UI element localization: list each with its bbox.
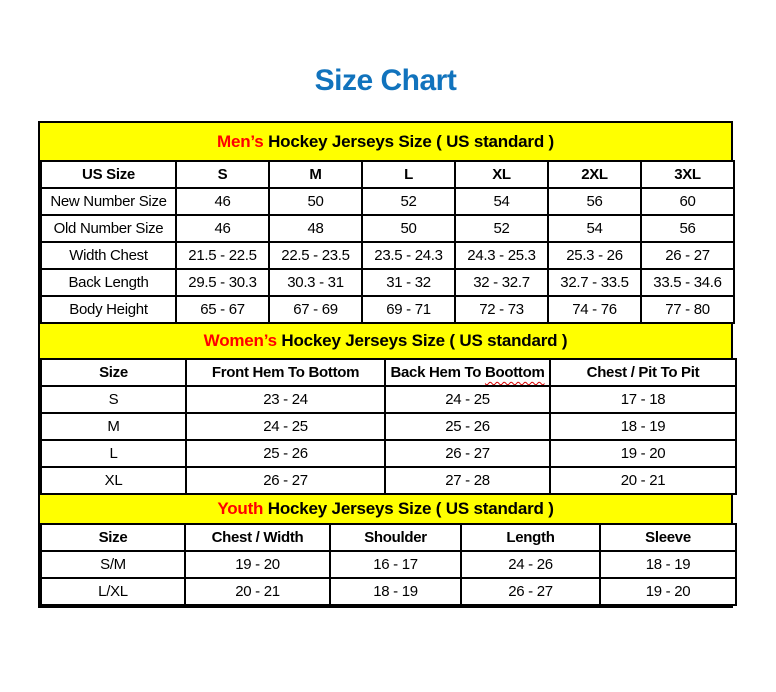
table-cell: 23 - 24 (186, 386, 385, 413)
row-label: M (41, 413, 186, 440)
table-cell: 19 - 20 (185, 551, 330, 578)
row-label: Width Chest (41, 242, 176, 269)
column-header: S (176, 161, 269, 188)
table-row (41, 413, 736, 440)
table-cell: 50 (362, 215, 455, 242)
table-cell: 69 - 71 (362, 296, 455, 323)
column-header: 3XL (641, 161, 734, 188)
table-cell: 24 - 26 (461, 551, 600, 578)
table-cell: 54 (455, 188, 548, 215)
section-heading-youth (40, 495, 731, 523)
row-label: L (41, 440, 186, 467)
table-cell: 24 - 25 (385, 386, 550, 413)
table-cell: 32.7 - 33.5 (548, 269, 641, 296)
column-header: XL (455, 161, 548, 188)
table-row (41, 242, 734, 269)
table-cell: 17 - 18 (550, 386, 736, 413)
table-cell: 33.5 - 34.6 (641, 269, 734, 296)
table-cell: 25.3 - 26 (548, 242, 641, 269)
table-cell: 27 - 28 (385, 467, 550, 494)
section-heading-mens-accent: Men’s (217, 131, 264, 151)
table-cell: 24.3 - 25.3 (455, 242, 548, 269)
table-cell: 46 (176, 215, 269, 242)
row-label: Back Length (41, 269, 176, 296)
row-label: New Number Size (41, 188, 176, 215)
table-cell: 16 - 17 (330, 551, 461, 578)
column-header: Length (461, 524, 600, 551)
column-header: Chest / Pit To Pit (550, 359, 736, 386)
section-heading-mens (40, 123, 731, 160)
table-cell: 21.5 - 22.5 (176, 242, 269, 269)
table-cell: 60 (641, 188, 734, 215)
row-label: Body Height (41, 296, 176, 323)
table-cell: 54 (548, 215, 641, 242)
table-cell: 18 - 19 (600, 551, 736, 578)
table-cell: 50 (269, 188, 362, 215)
womens-size-table (40, 358, 737, 495)
table-cell: 46 (176, 188, 269, 215)
row-label: XL (41, 467, 186, 494)
table-cell: 20 - 21 (185, 578, 330, 605)
table-cell: 18 - 19 (330, 578, 461, 605)
section-heading-mens-text: Hockey Jerseys Size ( US standard ) (263, 131, 554, 151)
column-header: Size (41, 524, 185, 551)
table-row (41, 269, 734, 296)
mens-size-table (40, 160, 735, 324)
table-cell: 30.3 - 31 (269, 269, 362, 296)
table-row (41, 386, 736, 413)
column-header: M (269, 161, 362, 188)
table-row (41, 215, 734, 242)
column-header: Front Hem To Bottom (186, 359, 385, 386)
table-cell: 32 - 32.7 (455, 269, 548, 296)
table-cell: 26 - 27 (186, 467, 385, 494)
section-heading-youth-text: Hockey Jerseys Size ( US standard ) (263, 499, 554, 518)
section-heading-womens (40, 324, 731, 358)
table-cell: 25 - 26 (385, 413, 550, 440)
table-row (41, 578, 736, 605)
table-cell: 20 - 21 (550, 467, 736, 494)
table-cell: 22.5 - 23.5 (269, 242, 362, 269)
table-row (41, 467, 736, 494)
table-cell: 48 (269, 215, 362, 242)
row-label: S (41, 386, 186, 413)
column-header: Sleeve (600, 524, 736, 551)
table-cell: 24 - 25 (186, 413, 385, 440)
section-heading-womens-accent: Women’s (203, 331, 277, 350)
row-label: Old Number Size (41, 215, 176, 242)
column-header: Shoulder (330, 524, 461, 551)
table-cell: 23.5 - 24.3 (362, 242, 455, 269)
table-cell: 31 - 32 (362, 269, 455, 296)
section-heading-womens-text: Hockey Jerseys Size ( US standard ) (276, 331, 568, 350)
back-hem-prefix: Back Hem To (390, 364, 485, 381)
table-cell: 19 - 20 (600, 578, 736, 605)
row-label: L/XL (41, 578, 185, 605)
mens-header-row (41, 161, 734, 188)
section-heading-youth-accent: Youth (217, 499, 264, 518)
table-cell: 26 - 27 (461, 578, 600, 605)
back-hem-misspelled-word: Boottom (484, 364, 545, 381)
row-label: S/M (41, 551, 185, 578)
table-row (41, 551, 736, 578)
table-cell: 52 (455, 215, 548, 242)
size-chart-tables (38, 121, 733, 608)
table-row (41, 440, 736, 467)
table-cell: 29.5 - 30.3 (176, 269, 269, 296)
table-cell: 56 (641, 215, 734, 242)
column-header: Size (41, 359, 186, 386)
youth-header-row (41, 524, 736, 551)
womens-header-row (41, 359, 736, 386)
column-header: L (362, 161, 455, 188)
table-row (41, 296, 734, 323)
table-cell: 26 - 27 (641, 242, 734, 269)
column-header: Chest / Width (185, 524, 330, 551)
column-header (385, 359, 550, 386)
column-header: US Size (41, 161, 176, 188)
table-cell: 72 - 73 (455, 296, 548, 323)
table-cell: 19 - 20 (550, 440, 736, 467)
page-title: Size Chart (314, 64, 457, 97)
table-cell: 74 - 76 (548, 296, 641, 323)
table-cell: 25 - 26 (186, 440, 385, 467)
table-cell: 65 - 67 (176, 296, 269, 323)
table-cell: 56 (548, 188, 641, 215)
table-cell: 77 - 80 (641, 296, 734, 323)
table-cell: 67 - 69 (269, 296, 362, 323)
table-cell: 52 (362, 188, 455, 215)
column-header: 2XL (548, 161, 641, 188)
table-row (41, 188, 734, 215)
table-cell: 18 - 19 (550, 413, 736, 440)
youth-size-table (40, 523, 737, 606)
table-cell: 26 - 27 (385, 440, 550, 467)
